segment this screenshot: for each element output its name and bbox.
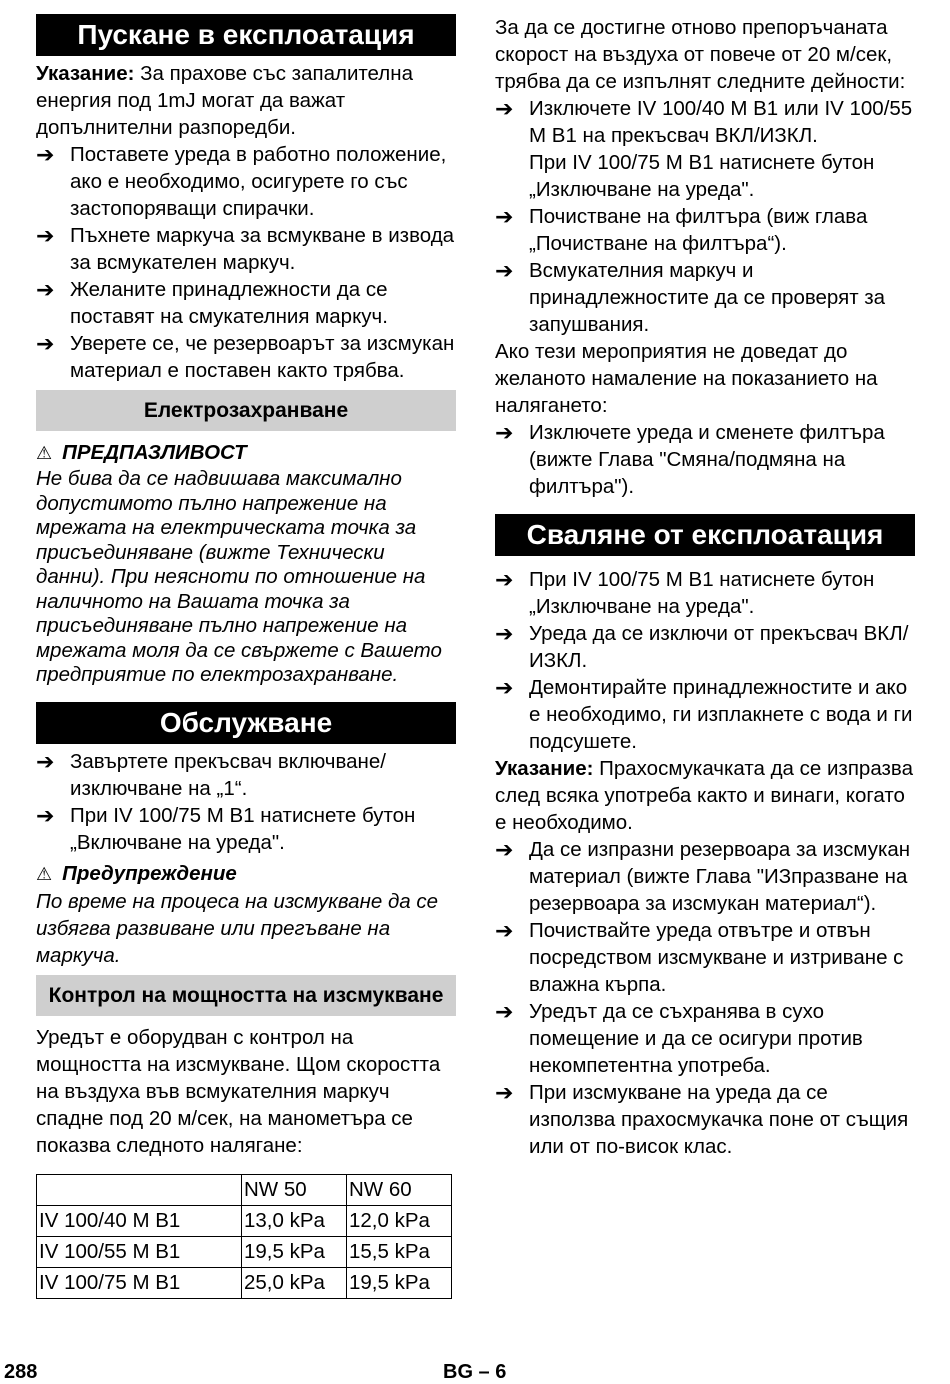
- list-item: [495, 419, 915, 500]
- table-header-row: [37, 1174, 452, 1205]
- list-item: [495, 566, 915, 620]
- table-row: [37, 1236, 452, 1267]
- step-text: Поставете уреда в работно положение, ако е необходимо, осигурете го със застопоряващи спирачки.: [70, 143, 447, 220]
- step-text: Почистване на филтъра (виж глава „Почистване на филтъра“).: [529, 205, 868, 255]
- table-cell: IV 100/40 M B1: [37, 1205, 242, 1236]
- arrow-right-icon: ➔: [495, 1080, 514, 1105]
- step-text: Пъхнете маркуча за всмукване в извода за всмукателен маркуч.: [70, 224, 455, 274]
- arrow-right-icon: ➔: [36, 277, 55, 302]
- step-text: Уредът да се съхранява в сухо помещение и да се осигури против некомпетентна употреба.: [529, 1000, 863, 1077]
- heading-shutdown: Сваляне от експлоатация: [495, 514, 915, 556]
- arrow-right-icon: ➔: [495, 204, 514, 229]
- table-row: [37, 1205, 452, 1236]
- table-cell: NW 60: [347, 1174, 452, 1205]
- list-item: [495, 1079, 915, 1160]
- warning-triangle-icon: ⚠: [36, 863, 53, 884]
- note-label: Указание:: [495, 757, 594, 780]
- care-steps: [495, 836, 915, 1160]
- step-text: При изсмукване на уреда да се използва прахосмукачка поне от същия или от по-висок клас.: [529, 1081, 909, 1158]
- warning-text: По време на процеса на изсмукване да се избягва развиване или прегъване на маркуча.: [36, 889, 439, 967]
- caution-text: Не бива да се надвишава максимално допустимото пълно напрежение на мрежата на електрическата точка за присъединяване (вижте Технически данни). При неясноти по отношение на наличното на Вашата точка за присъединяване пълно напрежение на мрежата моля да се свържете с Вашето предприятие по електрозахранване.: [36, 467, 442, 686]
- table-cell: IV 100/55 M B1: [37, 1236, 242, 1267]
- list-item: [36, 276, 456, 330]
- list-item: [495, 95, 915, 203]
- note-emptying: [495, 755, 915, 836]
- arrow-right-icon: ➔: [495, 837, 514, 862]
- section-label: BG – 6: [443, 1361, 507, 1383]
- table-cell: 25,0 kPa: [242, 1267, 347, 1298]
- arrow-right-icon: ➔: [36, 331, 55, 356]
- list-item: [36, 141, 456, 222]
- arrow-right-icon: ➔: [495, 999, 514, 1024]
- arrow-right-icon: ➔: [36, 223, 55, 248]
- filter-steps: [495, 419, 915, 500]
- table-row: [37, 1267, 452, 1298]
- arrow-right-icon: ➔: [36, 142, 55, 167]
- page-number: 288: [4, 1361, 38, 1383]
- shutdown-steps: [495, 566, 915, 755]
- list-item: [36, 748, 456, 802]
- warning-title: [36, 860, 456, 888]
- arrow-right-icon: ➔: [36, 748, 55, 774]
- list-item: [495, 674, 915, 755]
- arrow-right-icon: ➔: [495, 567, 514, 592]
- left-column: [36, 14, 456, 1299]
- right-column: [495, 14, 915, 1160]
- table-cell: [37, 1174, 242, 1205]
- airspeed-text: За да се достигне отново препоръчаната скорост на въздуха от повече от 20 м/сек, трябва да се изпълнят следните дейности:: [495, 16, 906, 93]
- list-item: [495, 257, 915, 338]
- table-cell: 13,0 kPa: [242, 1205, 347, 1236]
- suction-control-text: Уредът е оборудван с контрол на мощността на изсмукване. Щом скоростта на въздуха във всмукателния маркуч спадне под 20 м/сек, на манометъра се показва следното налягане:: [36, 1025, 441, 1157]
- pressure-text: Ако тези мероприятия не доведат до желаното намаление на показанието на налягането:: [495, 340, 878, 417]
- step-text: Всмукателния маркуч и принадлежностите да се проверят за запушвания.: [529, 259, 886, 336]
- caution-title-text: ПРЕДПАЗЛИВОСТ: [62, 441, 247, 464]
- table-cell: NW 50: [242, 1174, 347, 1205]
- arrow-right-icon: ➔: [495, 258, 514, 283]
- list-item: [36, 222, 456, 276]
- step-text: Желаните принадлежности да се поставят на смукателния маркуч.: [70, 278, 388, 328]
- list-item: [495, 620, 915, 674]
- arrow-right-icon: ➔: [36, 802, 55, 828]
- note-text: За прахове със запалителна енергия под 1mJ могат да важат допълнителни разпоредби.: [36, 62, 413, 139]
- arrow-right-icon: ➔: [495, 621, 514, 646]
- note-dust: [36, 60, 456, 141]
- arrow-right-icon: ➔: [495, 420, 514, 445]
- list-item: [495, 836, 915, 917]
- step-extra-text: При IV 100/75 M B1 натиснете бутон „Изключване на уреда".: [529, 151, 875, 201]
- heading-startup: Пускане в експлоатация: [36, 14, 456, 56]
- table-cell: 15,5 kPa: [347, 1236, 452, 1267]
- airspeed-steps: [495, 95, 915, 338]
- step-text: При IV 100/75 M B1 натиснете бутон „Включване на уреда".: [70, 803, 416, 854]
- table-cell: 19,5 kPa: [242, 1236, 347, 1267]
- step-text: При IV 100/75 M B1 натиснете бутон „Изключване на уреда".: [529, 568, 875, 618]
- note-text: Прахосмукачката да се изпразва след всяка употреба както и винаги, когато е необходимо.: [495, 757, 913, 834]
- arrow-right-icon: ➔: [495, 96, 514, 121]
- note-label: Указание:: [36, 62, 135, 85]
- warning-triangle-icon: ⚠: [36, 443, 53, 463]
- operation-steps: [36, 748, 456, 856]
- arrow-right-icon: ➔: [495, 675, 514, 700]
- list-item: [36, 330, 456, 384]
- step-text: Уреда да се изключи от прекъсвач ВКЛ/ИЗКЛ.: [529, 622, 909, 672]
- heading-operation: Обслужване: [36, 702, 456, 744]
- startup-steps: [36, 141, 456, 384]
- pressure-table: [36, 1174, 452, 1299]
- warning-title-text: Предупреждение: [62, 861, 237, 885]
- step-text: Почиствайте уреда отвътре и отвън посредством изсмукване и изтриване с влажна кърпа.: [529, 919, 904, 996]
- step-text: Демонтирайте принадлежностите и ако е необходимо, ги изплакнете с вода и ги подсушете.: [529, 676, 913, 753]
- list-item: [495, 998, 915, 1079]
- list-item: [495, 203, 915, 257]
- table-cell: 19,5 kPa: [347, 1267, 452, 1298]
- step-text: Изключете IV 100/40 M B1 или IV 100/55 M B1 на прекъсвач ВКЛ/ИЗКЛ.: [529, 97, 913, 147]
- table-cell: IV 100/75 M B1: [37, 1267, 242, 1298]
- heading-power-supply: Електрозахранване: [36, 390, 456, 431]
- list-item: [36, 802, 456, 856]
- arrow-right-icon: ➔: [495, 918, 514, 943]
- step-text: Уверете се, че резервоарът за изсмукан материал е поставен както трябва.: [70, 332, 455, 382]
- step-text: Да се изпразни резервоара за изсмукан материал (вижте Глава "ИЗпразване на резервоара за изсмукан материал“).: [529, 838, 911, 915]
- heading-suction-control: Контрол на мощността на изсмукване: [36, 975, 456, 1016]
- step-text: Изключете уреда и сменете филтъра (вижте Глава "Смяна/подмяна на филтъра").: [529, 421, 885, 498]
- step-text: Завъртете прекъсвач включване/изключване на „1“.: [70, 749, 386, 800]
- list-item: [495, 917, 915, 998]
- caution-title: [36, 439, 456, 467]
- table-cell: 12,0 kPa: [347, 1205, 452, 1236]
